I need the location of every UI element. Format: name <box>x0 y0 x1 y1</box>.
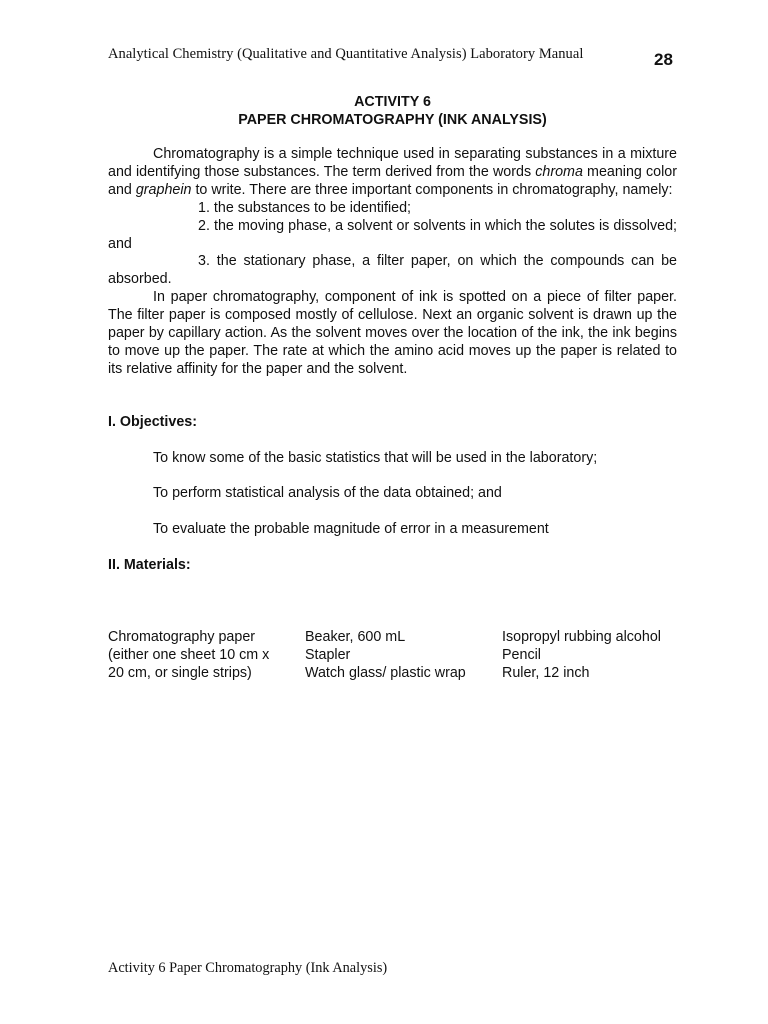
component-item-2: 2. the moving phase, a solvent or solvents in which the solutes is dissolved; and <box>108 217 677 252</box>
objective-item: To know some of the basic statistics that will be used in the laboratory; <box>153 450 598 466</box>
material-item: Stapler <box>305 647 351 663</box>
material-item: Isopropyl rubbing alcohol <box>502 629 661 645</box>
running-footer: Activity 6 Paper Chromatography (Ink Analysis) <box>108 960 388 976</box>
material-item: (either one sheet 10 cm x <box>108 647 270 663</box>
intro-text: Chromatography is a simple technique used in separating substances in a mixture and identifying those substances. The term derived from the words <box>108 146 677 180</box>
activity-title-block <box>108 93 677 129</box>
material-item: 20 cm, or single strips) <box>108 665 252 681</box>
component-item-3: 3. the stationary phase, a filter paper, on which the compounds can be absorbed. <box>108 253 677 288</box>
term-chroma: chroma <box>535 163 583 180</box>
page-number: 28 <box>654 50 673 69</box>
material-item: Chromatography paper <box>108 629 256 645</box>
material-item: Pencil <box>502 647 541 663</box>
materials-heading: II. Materials: <box>108 557 191 573</box>
term-graphein: graphein <box>135 181 192 198</box>
activity-title: PAPER CHROMATOGRAPHY (INK ANALYSIS) <box>238 112 547 128</box>
materials-column-2 <box>305 628 466 682</box>
running-header: Analytical Chemistry (Qualitative and Quantitative Analysis) Laboratory Manual <box>108 46 584 62</box>
objective-item: To evaluate the probable magnitude of error in a measurement <box>153 521 549 537</box>
activity-number: ACTIVITY 6 <box>354 94 431 110</box>
intro-paragraph-1 <box>108 146 677 200</box>
materials-column-1 <box>108 628 269 682</box>
objective-item: To perform statistical analysis of the data obtained; and <box>153 485 502 501</box>
material-item: Beaker, 600 mL <box>305 629 406 645</box>
intro-text: meaning color and <box>108 163 677 198</box>
component-item-1: 1. the substances to be identified; <box>198 199 412 216</box>
material-item: Watch glass/ plastic wrap <box>305 665 466 681</box>
intro-text: to write. There are three important components in chromatography, namely: <box>191 181 673 198</box>
intro-paragraph-2: In paper chromatography, component of ink is spotted on a piece of filter paper. The filter paper is composed mostly of cellulose. Next an organic solvent is drawn up the paper by capillary action. As the solvent moves over the location of the ink, the ink begins to move up the paper. The rate at which the amino acid moves up the paper is related to its relative affinity for the paper and the solvent. <box>108 289 677 377</box>
materials-column-3 <box>502 628 661 682</box>
introduction <box>108 146 677 379</box>
material-item: Ruler, 12 inch <box>502 665 590 681</box>
objectives-heading: I. Objectives: <box>108 414 197 430</box>
